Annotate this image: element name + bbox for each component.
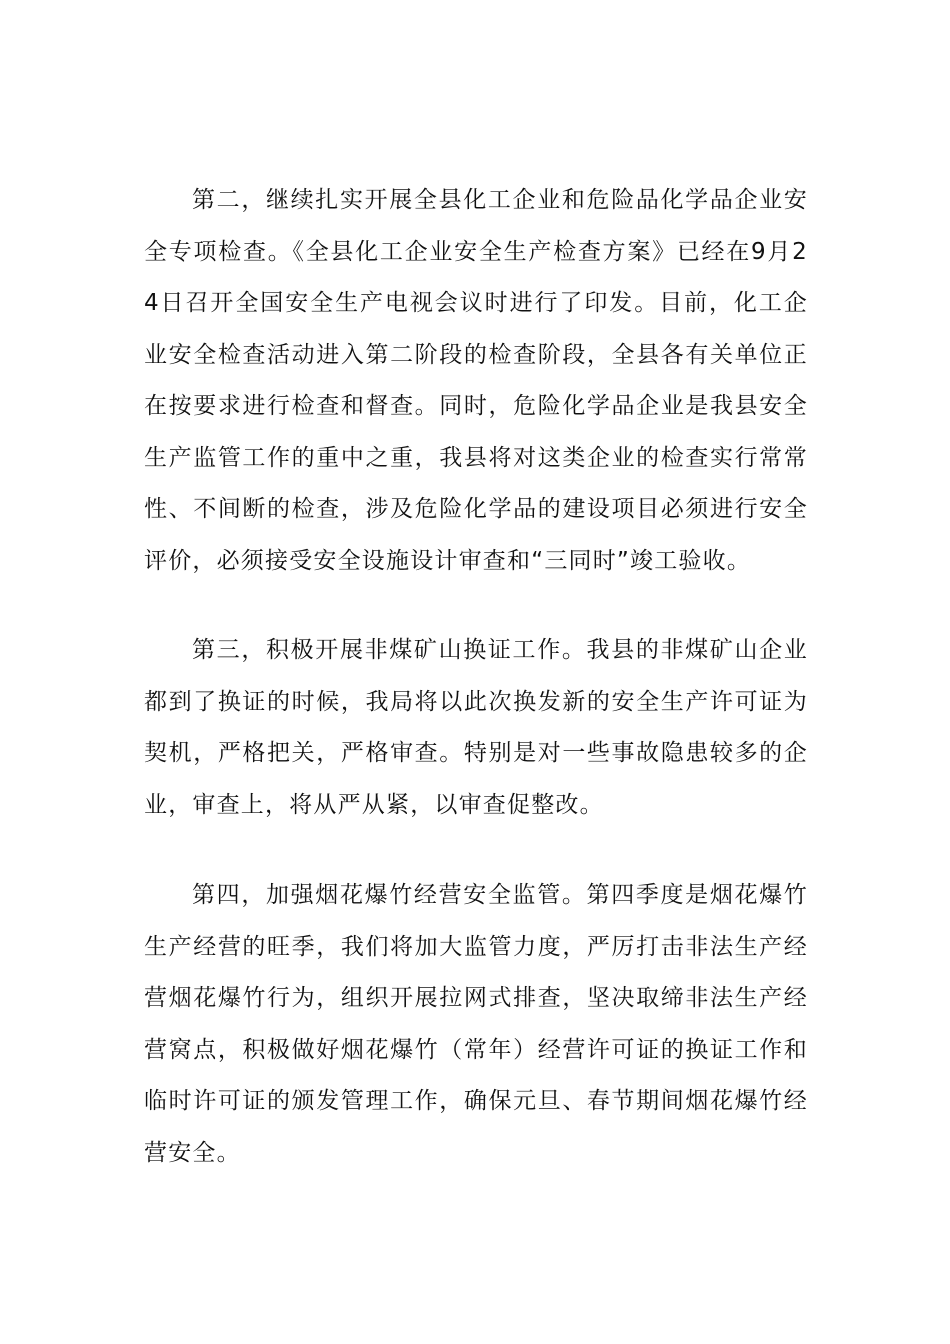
paragraph-mine-license: 第三，积极开展非煤矿山换证工作。我县的非煤矿山企业都到了换证的时候，我局将以此次换发新的安全生产许可证为契机，严格把关，严格审查。特别是对一些事故隐患较多的企业，审查上，将从严从紧，以审查促整改。	[144, 637, 808, 818]
paragraph-chemical-inspection: 第二，继续扎实开展全县化工企业和危险品化学品企业安全专项检查。《全县化工企业安全生产检查方案》已经在9月24日召开全国安全生产电视会议时进行了印发。目前，化工企业安全检查活动进入第二阶段的检查阶段，全县各有关单位正在按要求进行检查和督查。同时，危险化学品企业是我县安全生产监管工作的重中之重，我县将对这类企业的检查实行常常性、不间断的检查，涉及危险化学品的建设项目必须进行安全评价，必须接受安全设施设计审查和“三同时”竣工验收。	[144, 187, 808, 574]
paragraph-fireworks-supervision: 第四，加强烟花爆竹经营安全监管。第四季度是烟花爆竹生产经营的旺季，我们将加大监管力度，严厉打击非法生产经营烟花爆竹行为，组织开展拉网式排查，坚决取缔非法生产经营窝点，积极做好烟花爆竹（常年）经营许可证的换证工作和临时许可证的颁发管理工作，确保元旦、春节期间烟花爆竹经营安全。	[144, 882, 808, 1166]
